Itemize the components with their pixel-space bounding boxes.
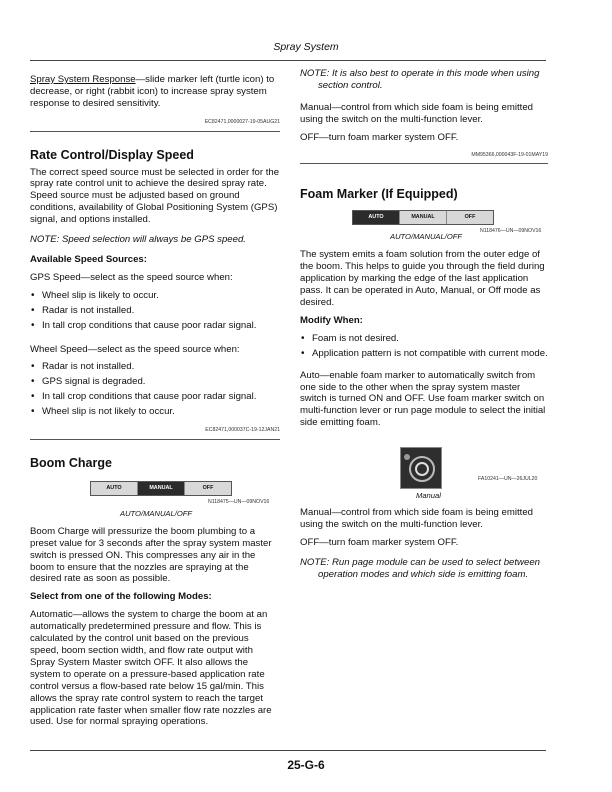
section-divider [300, 163, 548, 164]
foam-off-paragraph: OFF—turn foam marker system OFF. [300, 536, 459, 548]
right-column [300, 62, 548, 587]
wheel-speed-list [30, 361, 280, 418]
section-heading-foam-marker: Foam Marker (If Equipped) [300, 187, 458, 202]
gps-speed-intro: GPS Speed—select as the speed source when: [30, 271, 233, 283]
switch-manual-segment: MANUAL [137, 482, 184, 495]
header-divider [30, 60, 546, 61]
reference-code: EC82471,000037C-19-12JAN21 [205, 427, 280, 434]
running-header: Spray System [273, 41, 339, 53]
section-heading-rate-control: Rate Control/Display Speed [30, 147, 194, 162]
switch-manual-segment: MANUAL [399, 211, 446, 224]
figure-code: FA10241—UN—26JUL20 [478, 476, 538, 483]
foam-marker-switch-graphic [352, 210, 494, 225]
modes-title: Select from one of the following Modes: [30, 591, 212, 603]
reference-code: MM95366,000043F-19-01MAY19 [471, 151, 548, 158]
section-divider [30, 439, 280, 440]
foam-manual-figure [300, 435, 548, 501]
foam-auto-paragraph: Auto—enable foam marker to automatically switch from one side to the other when the spray system master switch is turned ON and OFF. Use foam marker switch on multi-function lever or run page module to select the initial side emitting foam. [300, 369, 546, 429]
list-item: • Radar is not installed. [30, 361, 280, 373]
list-item: • Wheel slip is not likely to occur. [30, 406, 280, 418]
list-item: • Radar is not installed. [30, 305, 280, 317]
spray-response-paragraph [30, 74, 280, 110]
list-item: • In tall crop conditions that cause poor radar signal. [30, 391, 280, 403]
boom-charge-figure [30, 475, 280, 509]
foam-marker-figure [300, 206, 548, 235]
gps-speed-list [30, 290, 280, 332]
list-item: • Wheel slip is likely to occur. [30, 290, 280, 302]
list-item: • GPS signal is degraded. [30, 376, 280, 388]
switch-off-segment: OFF [184, 482, 231, 495]
boom-figure-caption-row [30, 508, 280, 526]
automatic-mode-paragraph: Automatic—allows the system to charge the boom at an automatically predetermined pressure and flow. This is calculated by the control unit based on the previous speed, boom section width, and flow rate output with Spray System Master switch OFF. It also allows the system to operate on a pressure-based application rate control versus a flow-based rate below 15 gal/min. This allows the spray rate control system to reach the target application rate faster when smaller flow rate nozzles are used. Use for normal spraying operations. [30, 609, 272, 728]
switch-off-segment: OFF [446, 211, 493, 224]
off-mode-paragraph: OFF—turn foam marker system OFF. [300, 131, 459, 143]
list-item: • Foam is not desired. [300, 333, 548, 345]
left-column [30, 62, 280, 734]
foam-figure-caption-row [300, 232, 548, 247]
run-page-note: NOTE: Run page module can be used to select between operation modes and which side is emitting foam. [300, 556, 540, 580]
foam-marker-paragraph: The system emits a foam solution from the outer edge of the boom. This helps to guide you through the field during application by marking the edge of the last application pass. It can be operated in Auto, Manual, or Off mode as desired. [300, 249, 545, 308]
modify-when-title: Modify When: [300, 314, 363, 326]
boom-charge-paragraph: Boom Charge will pressurize the boom plumbing to a preset value for 3 seconds after the spray system master switch is pressed ON. This compresses any air in the boom to ensure that the nozzles are spraying at the desired rate as soon as possible. [30, 525, 272, 585]
section-control-note: NOTE: It is also best to operate in this mode when using section control. [300, 68, 540, 91]
figure-caption: AUTO/MANUAL/OFF [390, 232, 463, 242]
modify-when-list [300, 333, 548, 360]
footer-divider [30, 750, 546, 751]
wheel-speed-intro: Wheel Speed—select as the speed source when: [30, 343, 240, 355]
boom-charge-switch-graphic [90, 481, 232, 496]
rate-control-paragraph: The correct speed source must be selected in order for the spray rate control unit to achieve the desired spray rate. Speed source must be adjusted based on ground conditions, availability of Global Positioning System (GPS) signal, and options installed. [30, 166, 280, 226]
manual-mode-paragraph: Manual—control from which side foam is being emitted using the switch on the multi-function lever. [300, 101, 534, 125]
section-heading-boom-charge: Boom Charge [30, 455, 112, 470]
available-speed-title: Available Speed Sources: [30, 253, 147, 265]
figure-code: N118475—UN—09NOV16 [208, 498, 270, 505]
spray-response-text: —slide marker left (turtle icon) to decrease, or right (rabbit icon) to increase spray system response to desired sensitivity. [30, 74, 275, 109]
switch-auto-segment: AUTO [353, 211, 399, 224]
switch-photo [400, 447, 442, 489]
speed-note: NOTE: Speed selection will always be GPS speed. [30, 234, 246, 246]
list-item: • Application pattern is not compatible with current mode. [300, 348, 548, 360]
section-divider [30, 131, 280, 132]
page-number: 25-G-6 [287, 758, 325, 772]
list-item: • In tall crop conditions that cause poor radar signal. [30, 320, 280, 332]
photo-highlight [404, 454, 410, 460]
switch-auto-segment: AUTO [106, 484, 122, 491]
figure-code: N118476—UN—09NOV16 [480, 228, 542, 235]
reference-code: EC82471,0000027-19-05AUG21 [204, 118, 280, 125]
spray-response-title: Spray System Response [30, 74, 136, 85]
figure-caption: AUTO/MANUAL/OFF [120, 508, 193, 518]
figure-caption: Manual [416, 491, 441, 501]
foam-manual-paragraph: Manual—control from which side foam is being emitted using the switch on the multi-function lever. [300, 507, 534, 531]
